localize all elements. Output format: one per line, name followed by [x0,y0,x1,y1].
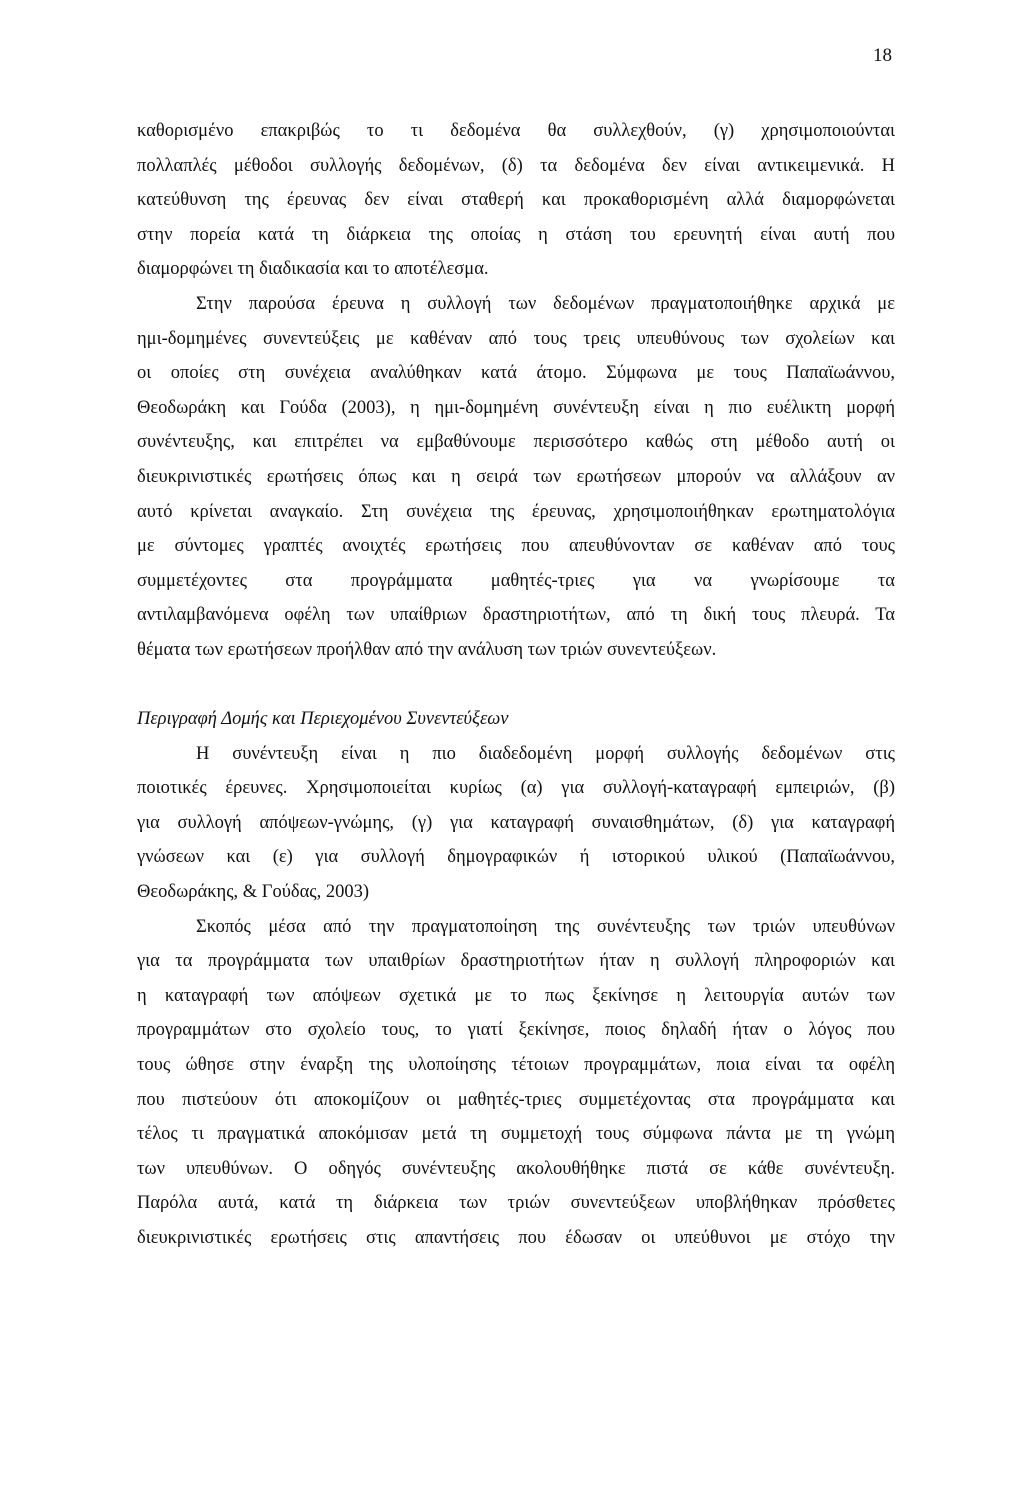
section-heading: Περιγραφή Δομής και Περιεχομένου Συνεντεύξεων [137,709,509,730]
text-line: τέλος τι πραγματικά αποκόμισαν μετά τη συμμετοχή τους σύμφωνα πάντα με τη γνώμη [137,1124,895,1145]
text-line: θέματα των ερωτήσεων προήλθαν από την ανάλυση των τριών συνεντεύξεων. [137,639,717,660]
text-line: προγραμμάτων στο σχολείο τους, το γιατί ξεκίνησε, ποιος δηλαδή ήταν ο λόγος που [137,1020,895,1041]
text-line: ποιοτικές έρευνες. Χρησιμοποιείται κυρίως (α) για συλλογή-καταγραφή εμπειριών, (β) [137,778,895,799]
text-line: Θεοδωράκης, & Γούδας, 2003) [137,882,370,903]
text-line: Θεοδωράκη και Γούδα (2003), η ημι-δομημένη συνέντευξη είναι η πιο ευέλικτη μορφή [137,397,895,418]
text-line: συνέντευξης, και επιτρέπει να εμβαθύνουμε περισσότερο καθώς στη μέθοδο αυτή οι [137,432,895,453]
text-line: κατεύθυνση της έρευνας δεν είναι σταθερή και προκαθορισμένη αλλά διαμορφώνεται [137,190,895,211]
paragraph-2 [137,287,895,668]
text-line: Η συνέντευξη είναι η πιο διαδεδομένη μορφή συλλογής δεδομένων στις [196,743,895,764]
text-line: καθορισμένο επακριβώς το τι δεδομένα θα συλλεχθούν, (γ) χρησιμοποιούνται [137,121,895,141]
text-line: πολλαπλές μέθοδοι συλλογής δεδομένων, (δ) τα δεδομένα δεν είναι αντικειμενικά. Η [137,155,895,176]
text-line: στην πορεία κατά τη διάρκεια της οποίας η στάση του ερευνητή είναι αυτή που [137,224,895,245]
text-line: διευκρινιστικές ερωτήσεις στις απαντήσεις που έδωσαν οι υπεύθυνοι με στόχο την [137,1228,895,1248]
text-line: τους ώθησε στην έναρξη της υλοποίησης τέτοιων προγραμμάτων, ποια είναι τα οφέλη [137,1055,895,1076]
paragraph-4 [137,910,895,1256]
text-line: για τα προγράμματα των υπαιθρίων δραστηριοτήτων ήταν η συλλογή πληροφοριών και [137,951,895,972]
text-line: αυτό κρίνεται αναγκαίο. Στη συνέχεια της έρευνας, χρησιμοποιήθηκαν ερωτηματολόγια [137,501,895,522]
page-number: 18 [873,45,892,66]
document-body [137,114,895,1256]
text-line: συμμετέχοντες στα προγράμματα μαθητές-τριες για να γνωρίσουμε τα [137,570,895,591]
text-line: διαμορφώνει τη διαδικασία και το αποτέλεσμα. [137,259,489,280]
text-line: διευκρινιστικές ερωτήσεις όπως και η σειρά των ερωτήσεων μπορούν να αλλάξουν αν [137,466,895,487]
text-line: που πιστεύουν ότι αποκομίζουν οι μαθητές-τριες συμμετέχοντας στα προγράμματα και [137,1089,895,1110]
text-line: των υπευθύνων. Ο οδηγός συνέντευξης ακολουθήθηκε πιστά σε κάθε συνέντευξη. [137,1158,895,1179]
text-line: Στην παρούσα έρευνα η συλλογή των δεδομένων πραγματοποιήθηκε αρχικά με [196,293,895,314]
text-line: γνώσεων και (ε) για συλλογή δημογραφικών ή ιστορικού υλικού (Παπαϊωάννου, [137,847,895,868]
text-line: οι οποίες στη συνέχεια αναλύθηκαν κατά άτομο. Σύμφωνα με τους Παπαϊωάννου, [137,363,895,384]
text-line: Παρόλα αυτά, κατά τη διάρκεια των τριών συνεντεύξεων υποβλήθηκαν πρόσθετες [137,1193,895,1214]
paragraph-1 [137,114,895,287]
text-line: ημι-δομημένες συνεντεύξεις με καθέναν από τους τρεις υπευθύνους των σχολείων και [137,328,895,349]
text-line: με σύντομες γραπτές ανοιχτές ερωτήσεις που απευθύνονταν σε καθέναν από τους [137,536,895,557]
paragraph-3 [137,737,895,910]
text-line: για συλλογή απόψεων-γνώμης, (γ) για καταγραφή συναισθημάτων, (δ) για καταγραφή [137,812,895,833]
text-line: Σκοπός μέσα από την πραγματοποίηση της συνέντευξης των τριών υπευθύνων [196,916,895,937]
text-line: αντιλαμβανόμενα οφέλη των υπαίθριων δραστηριοτήτων, από τη δική τους πλευρά. Τα [137,605,895,626]
text-line: η καταγραφή των απόψεων σχετικά με το πως ξεκίνησε η λειτουργία αυτών των [137,985,895,1006]
